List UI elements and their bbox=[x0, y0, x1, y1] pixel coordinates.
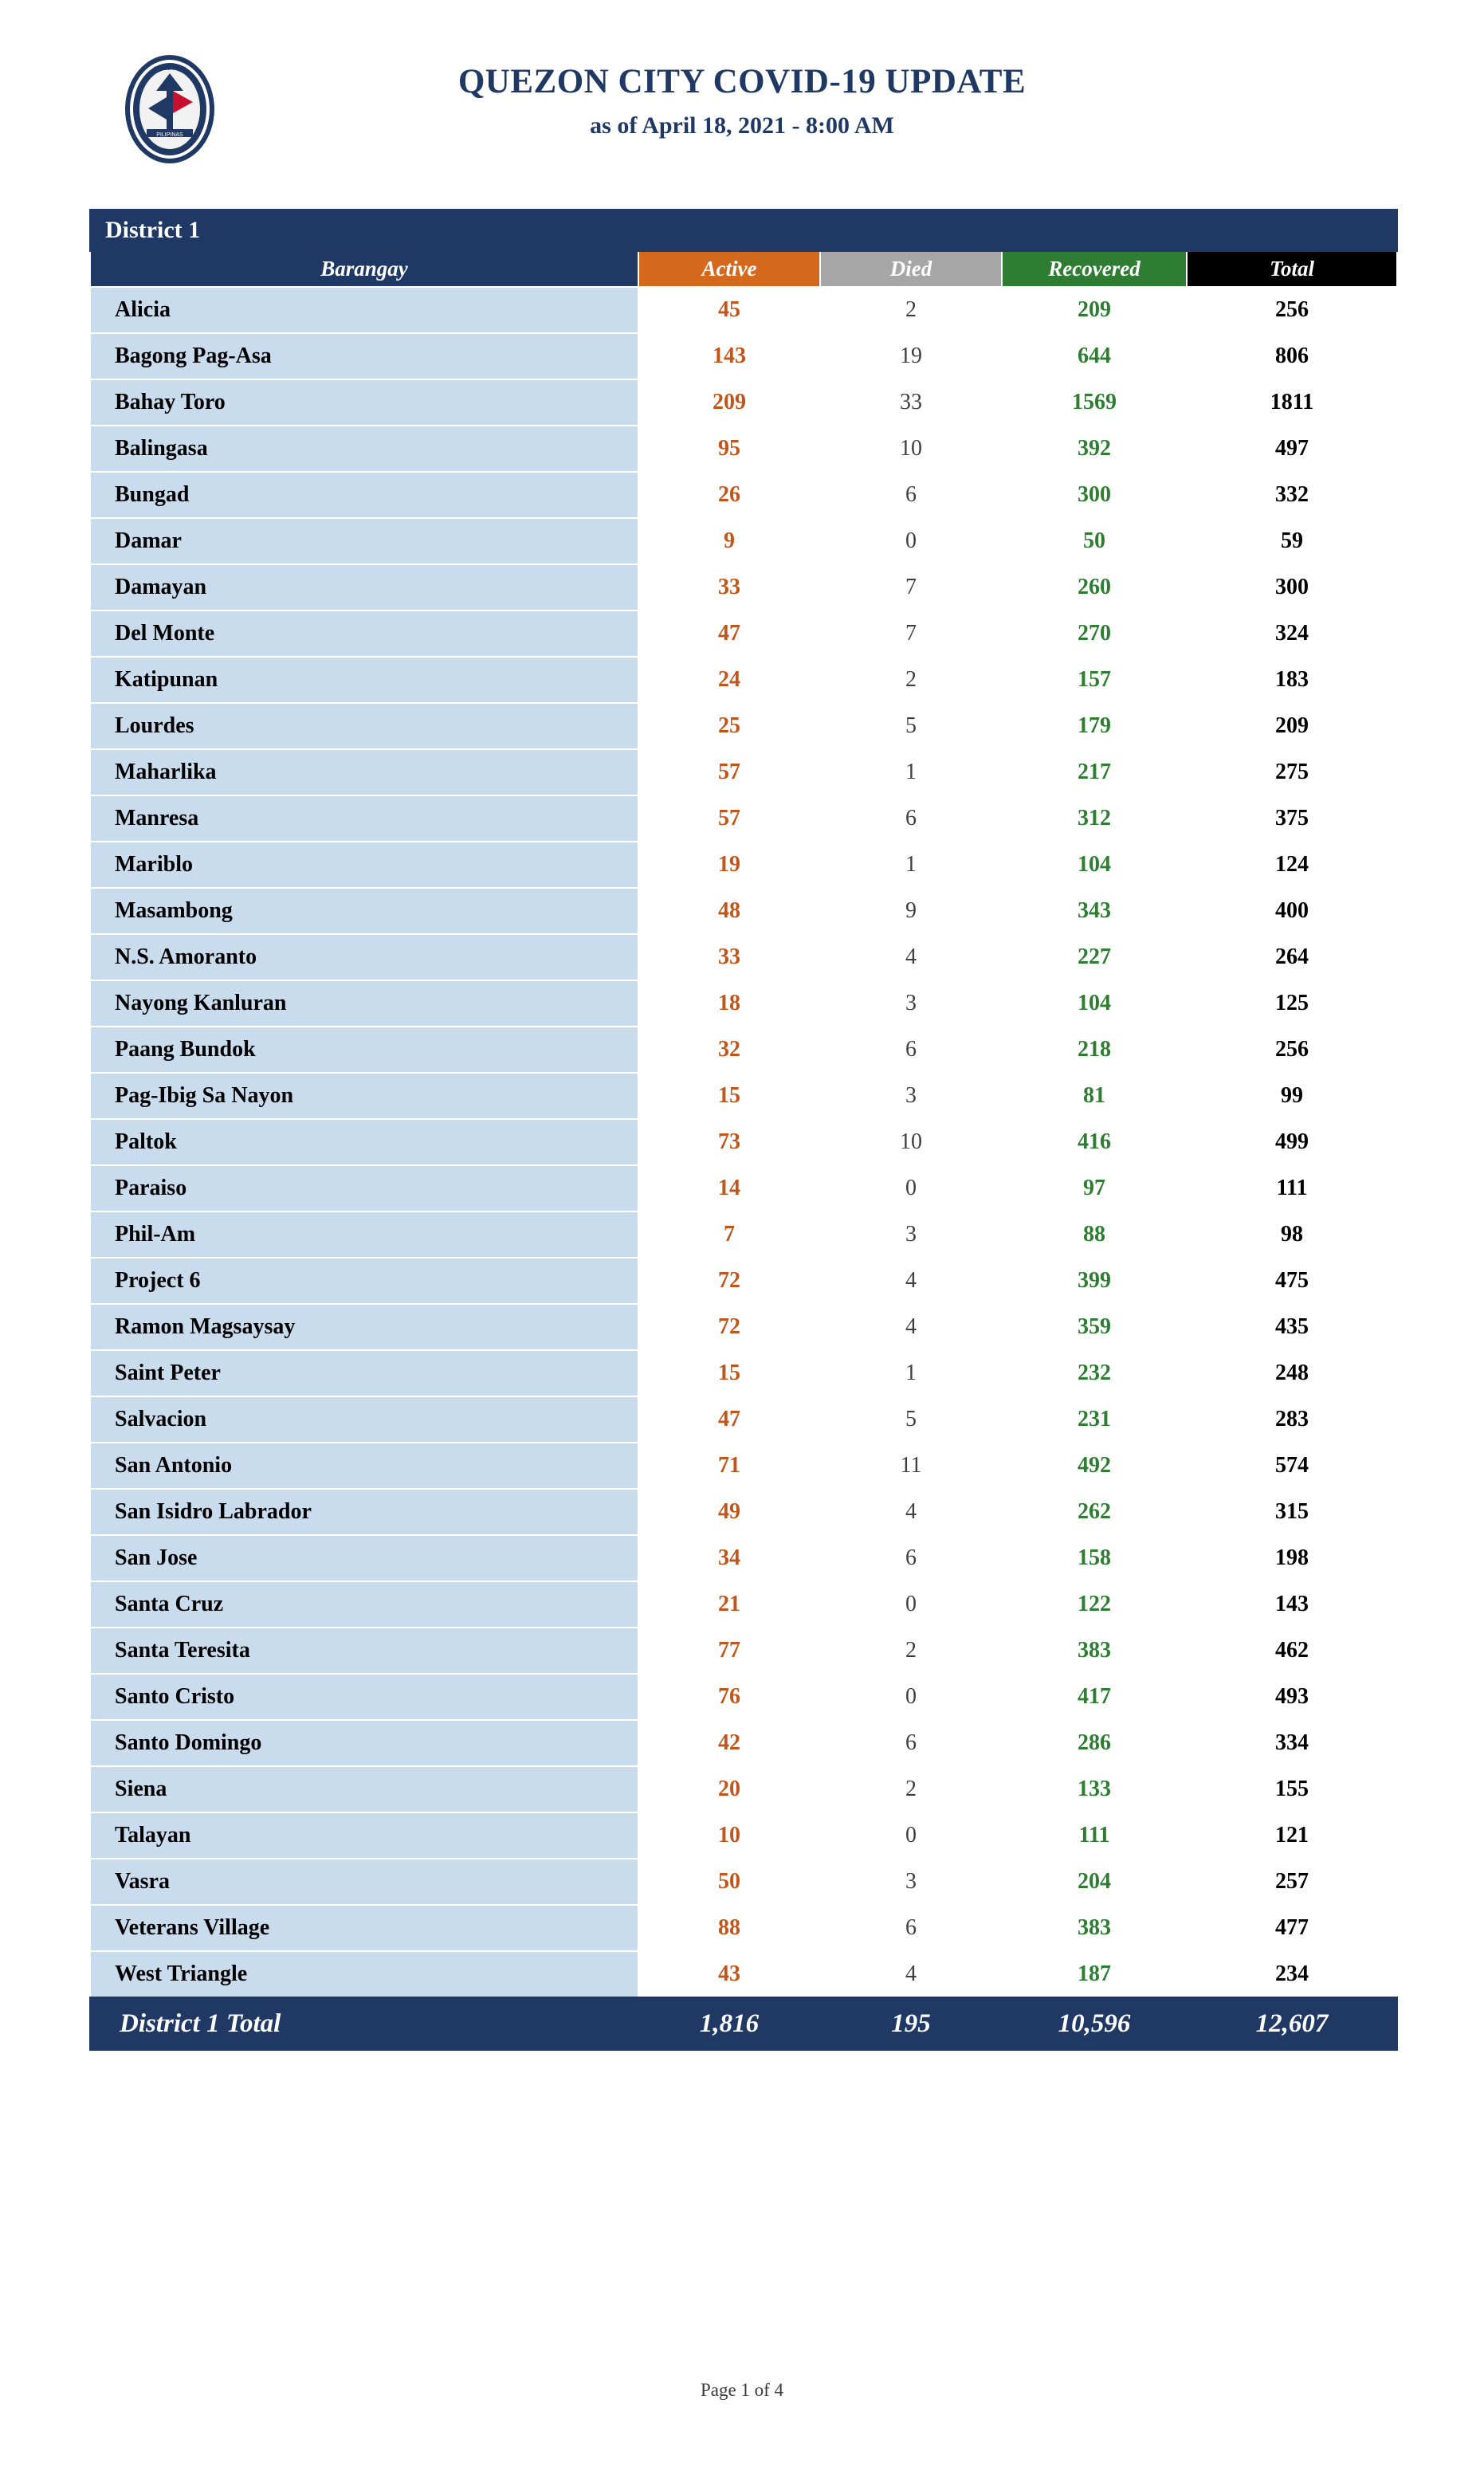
cell-total: 99 bbox=[1187, 1073, 1397, 1119]
cell-died: 9 bbox=[820, 888, 1002, 934]
cell-barangay: Talayan bbox=[90, 1812, 638, 1859]
cell-died: 6 bbox=[820, 1535, 1002, 1581]
cell-barangay: Maharlika bbox=[90, 749, 638, 795]
column-header-total: Total bbox=[1187, 251, 1397, 287]
table-row bbox=[90, 333, 1397, 379]
cell-died: 6 bbox=[820, 1720, 1002, 1766]
cell-total: 400 bbox=[1187, 888, 1397, 934]
cell-total: 256 bbox=[1187, 287, 1397, 333]
cell-recovered: 260 bbox=[1002, 564, 1187, 611]
cell-died: 3 bbox=[820, 1859, 1002, 1905]
cell-total: 435 bbox=[1187, 1304, 1397, 1350]
cell-active: 43 bbox=[638, 1951, 820, 1997]
cell-barangay: Bagong Pag-Asa bbox=[90, 333, 638, 379]
cell-active: 49 bbox=[638, 1489, 820, 1535]
cell-died: 0 bbox=[820, 1674, 1002, 1720]
cell-barangay: Ramon Magsaysay bbox=[90, 1304, 638, 1350]
cell-total: 324 bbox=[1187, 611, 1397, 657]
district-total-died: 195 bbox=[820, 1997, 1002, 2050]
cell-active: 42 bbox=[638, 1720, 820, 1766]
column-header-recovered: Recovered bbox=[1002, 251, 1187, 287]
title-block bbox=[0, 62, 1484, 139]
cell-active: 32 bbox=[638, 1027, 820, 1073]
cell-recovered: 217 bbox=[1002, 749, 1187, 795]
cell-total: 497 bbox=[1187, 426, 1397, 472]
cell-died: 0 bbox=[820, 518, 1002, 564]
cell-total: 315 bbox=[1187, 1489, 1397, 1535]
page-number: Page 1 of 4 bbox=[700, 2380, 784, 2400]
cell-barangay: San Isidro Labrador bbox=[90, 1489, 638, 1535]
cell-died: 6 bbox=[820, 795, 1002, 842]
cell-died: 4 bbox=[820, 1489, 1002, 1535]
cell-barangay: Saint Peter bbox=[90, 1350, 638, 1396]
cell-barangay: Alicia bbox=[90, 287, 638, 333]
table-row bbox=[90, 426, 1397, 472]
cell-active: 57 bbox=[638, 795, 820, 842]
cell-died: 33 bbox=[820, 379, 1002, 426]
cell-total: 248 bbox=[1187, 1350, 1397, 1396]
cell-active: 10 bbox=[638, 1812, 820, 1859]
cell-active: 19 bbox=[638, 842, 820, 888]
cell-active: 25 bbox=[638, 703, 820, 749]
district-total-total: 12,607 bbox=[1187, 1997, 1397, 2050]
table-row bbox=[90, 749, 1397, 795]
cell-active: 45 bbox=[638, 287, 820, 333]
table-row bbox=[90, 472, 1397, 518]
cell-barangay: Phil-Am bbox=[90, 1211, 638, 1258]
cell-recovered: 492 bbox=[1002, 1443, 1187, 1489]
column-header-active: Active bbox=[638, 251, 820, 287]
cell-active: 73 bbox=[638, 1119, 820, 1165]
district-total-label: District 1 Total bbox=[90, 1997, 638, 2050]
cell-died: 2 bbox=[820, 1766, 1002, 1812]
cell-barangay: Manresa bbox=[90, 795, 638, 842]
table-row bbox=[90, 1258, 1397, 1304]
cell-died: 11 bbox=[820, 1443, 1002, 1489]
cell-barangay: Paraiso bbox=[90, 1165, 638, 1211]
cell-total: 121 bbox=[1187, 1812, 1397, 1859]
cell-total: 477 bbox=[1187, 1905, 1397, 1951]
cell-died: 0 bbox=[820, 1581, 1002, 1628]
district-total-row bbox=[90, 1997, 1397, 2050]
cell-barangay: Vasra bbox=[90, 1859, 638, 1905]
table-row bbox=[90, 1674, 1397, 1720]
cell-recovered: 157 bbox=[1002, 657, 1187, 703]
cell-recovered: 50 bbox=[1002, 518, 1187, 564]
cell-active: 72 bbox=[638, 1304, 820, 1350]
cell-recovered: 158 bbox=[1002, 1535, 1187, 1581]
table-row bbox=[90, 1581, 1397, 1628]
cell-barangay: Salvacion bbox=[90, 1396, 638, 1443]
cell-recovered: 359 bbox=[1002, 1304, 1187, 1350]
cell-active: 20 bbox=[638, 1766, 820, 1812]
cell-total: 499 bbox=[1187, 1119, 1397, 1165]
cell-recovered: 417 bbox=[1002, 1674, 1187, 1720]
cell-barangay: Santo Domingo bbox=[90, 1720, 638, 1766]
cell-total: 155 bbox=[1187, 1766, 1397, 1812]
table-row bbox=[90, 1443, 1397, 1489]
table-row bbox=[90, 518, 1397, 564]
cell-recovered: 232 bbox=[1002, 1350, 1187, 1396]
cell-barangay: Paang Bundok bbox=[90, 1027, 638, 1073]
district-1-table-container bbox=[89, 209, 1396, 2051]
table-row bbox=[90, 1211, 1397, 1258]
table-row bbox=[90, 1535, 1397, 1581]
cell-active: 47 bbox=[638, 1396, 820, 1443]
cell-recovered: 262 bbox=[1002, 1489, 1187, 1535]
cell-active: 57 bbox=[638, 749, 820, 795]
cell-active: 26 bbox=[638, 472, 820, 518]
cell-died: 10 bbox=[820, 1119, 1002, 1165]
table-body bbox=[90, 287, 1397, 1997]
cell-recovered: 383 bbox=[1002, 1628, 1187, 1674]
cell-total: 257 bbox=[1187, 1859, 1397, 1905]
table-row bbox=[90, 1812, 1397, 1859]
table-row bbox=[90, 1720, 1397, 1766]
table-row bbox=[90, 1165, 1397, 1211]
cell-active: 21 bbox=[638, 1581, 820, 1628]
cell-died: 4 bbox=[820, 1951, 1002, 1997]
cell-active: 15 bbox=[638, 1073, 820, 1119]
district-total-active: 1,816 bbox=[638, 1997, 820, 2050]
cell-barangay: Bahay Toro bbox=[90, 379, 638, 426]
table-row bbox=[90, 888, 1397, 934]
cell-died: 7 bbox=[820, 611, 1002, 657]
cell-died: 19 bbox=[820, 333, 1002, 379]
cell-total: 209 bbox=[1187, 703, 1397, 749]
district-total-recovered: 10,596 bbox=[1002, 1997, 1187, 2050]
cell-died: 2 bbox=[820, 657, 1002, 703]
cell-barangay: Damayan bbox=[90, 564, 638, 611]
cell-barangay: Balingasa bbox=[90, 426, 638, 472]
cell-barangay: Katipunan bbox=[90, 657, 638, 703]
cell-recovered: 104 bbox=[1002, 842, 1187, 888]
table-row bbox=[90, 1628, 1397, 1674]
cell-recovered: 343 bbox=[1002, 888, 1187, 934]
cell-active: 143 bbox=[638, 333, 820, 379]
cell-died: 6 bbox=[820, 472, 1002, 518]
cell-recovered: 104 bbox=[1002, 980, 1187, 1027]
cell-recovered: 81 bbox=[1002, 1073, 1187, 1119]
cell-barangay: Siena bbox=[90, 1766, 638, 1812]
cell-barangay: Bungad bbox=[90, 472, 638, 518]
table-row bbox=[90, 287, 1397, 333]
table-row bbox=[90, 703, 1397, 749]
cell-died: 3 bbox=[820, 980, 1002, 1027]
document-header bbox=[0, 0, 1484, 191]
cell-barangay: Nayong Kanluran bbox=[90, 980, 638, 1027]
cell-died: 4 bbox=[820, 1258, 1002, 1304]
cell-died: 5 bbox=[820, 1396, 1002, 1443]
cell-recovered: 231 bbox=[1002, 1396, 1187, 1443]
cell-recovered: 204 bbox=[1002, 1859, 1187, 1905]
cell-active: 209 bbox=[638, 379, 820, 426]
cell-active: 33 bbox=[638, 934, 820, 980]
cell-barangay: Mariblo bbox=[90, 842, 638, 888]
table-row bbox=[90, 1905, 1397, 1951]
table-row bbox=[90, 564, 1397, 611]
cell-total: 300 bbox=[1187, 564, 1397, 611]
cell-barangay: Veterans Village bbox=[90, 1905, 638, 1951]
cell-active: 24 bbox=[638, 657, 820, 703]
cell-barangay: Masambong bbox=[90, 888, 638, 934]
cell-recovered: 392 bbox=[1002, 426, 1187, 472]
cell-recovered: 187 bbox=[1002, 1951, 1187, 1997]
cell-total: 125 bbox=[1187, 980, 1397, 1027]
cell-died: 4 bbox=[820, 934, 1002, 980]
cell-total: 332 bbox=[1187, 472, 1397, 518]
cell-recovered: 312 bbox=[1002, 795, 1187, 842]
table-row bbox=[90, 1396, 1397, 1443]
cell-total: 283 bbox=[1187, 1396, 1397, 1443]
column-header-died: Died bbox=[820, 251, 1002, 287]
table-row bbox=[90, 795, 1397, 842]
cell-barangay: Damar bbox=[90, 518, 638, 564]
cell-recovered: 227 bbox=[1002, 934, 1187, 980]
cell-died: 4 bbox=[820, 1304, 1002, 1350]
table-row bbox=[90, 1027, 1397, 1073]
cell-recovered: 97 bbox=[1002, 1165, 1187, 1211]
cell-recovered: 111 bbox=[1002, 1812, 1187, 1859]
district-label: District 1 bbox=[90, 210, 1397, 251]
cell-barangay: Santo Cristo bbox=[90, 1674, 638, 1720]
table-row bbox=[90, 1073, 1397, 1119]
cell-recovered: 270 bbox=[1002, 611, 1187, 657]
cell-active: 48 bbox=[638, 888, 820, 934]
cell-active: 18 bbox=[638, 980, 820, 1027]
cell-recovered: 1569 bbox=[1002, 379, 1187, 426]
table-row bbox=[90, 1951, 1397, 1997]
table-row bbox=[90, 934, 1397, 980]
cell-active: 72 bbox=[638, 1258, 820, 1304]
cell-active: 33 bbox=[638, 564, 820, 611]
cell-active: 47 bbox=[638, 611, 820, 657]
cell-died: 0 bbox=[820, 1812, 1002, 1859]
table-row bbox=[90, 842, 1397, 888]
cell-active: 14 bbox=[638, 1165, 820, 1211]
cell-died: 1 bbox=[820, 749, 1002, 795]
cell-total: 183 bbox=[1187, 657, 1397, 703]
table-row bbox=[90, 379, 1397, 426]
cell-total: 806 bbox=[1187, 333, 1397, 379]
cell-total: 234 bbox=[1187, 1951, 1397, 1997]
cell-active: 95 bbox=[638, 426, 820, 472]
cell-died: 6 bbox=[820, 1905, 1002, 1951]
cell-active: 15 bbox=[638, 1350, 820, 1396]
cell-recovered: 122 bbox=[1002, 1581, 1187, 1628]
table-row bbox=[90, 611, 1397, 657]
cell-total: 493 bbox=[1187, 1674, 1397, 1720]
column-header-row bbox=[90, 251, 1397, 287]
cell-recovered: 644 bbox=[1002, 333, 1187, 379]
cell-died: 6 bbox=[820, 1027, 1002, 1073]
cell-active: 77 bbox=[638, 1628, 820, 1674]
page-subtitle: as of April 18, 2021 - 8:00 AM bbox=[590, 112, 894, 139]
cell-active: 76 bbox=[638, 1674, 820, 1720]
cell-total: 475 bbox=[1187, 1258, 1397, 1304]
cell-total: 375 bbox=[1187, 795, 1397, 842]
cell-total: 264 bbox=[1187, 934, 1397, 980]
cell-recovered: 88 bbox=[1002, 1211, 1187, 1258]
svg-text:QUEZON CITY: QUEZON CITY bbox=[153, 67, 186, 72]
cell-total: 98 bbox=[1187, 1211, 1397, 1258]
cell-recovered: 218 bbox=[1002, 1027, 1187, 1073]
svg-text:PILIPINAS: PILIPINAS bbox=[156, 132, 183, 138]
table-row bbox=[90, 980, 1397, 1027]
cell-recovered: 399 bbox=[1002, 1258, 1187, 1304]
cell-recovered: 286 bbox=[1002, 1720, 1187, 1766]
table-row bbox=[90, 1489, 1397, 1535]
table-row bbox=[90, 1766, 1397, 1812]
column-header-barangay: Barangay bbox=[90, 251, 638, 287]
cell-recovered: 133 bbox=[1002, 1766, 1187, 1812]
table-row bbox=[90, 1304, 1397, 1350]
cell-active: 7 bbox=[638, 1211, 820, 1258]
cell-barangay: Santa Cruz bbox=[90, 1581, 638, 1628]
cell-active: 9 bbox=[638, 518, 820, 564]
cell-recovered: 383 bbox=[1002, 1905, 1187, 1951]
district-1-table bbox=[89, 209, 1398, 2051]
cell-total: 1811 bbox=[1187, 379, 1397, 426]
cell-active: 50 bbox=[638, 1859, 820, 1905]
cell-total: 111 bbox=[1187, 1165, 1397, 1211]
cell-died: 1 bbox=[820, 1350, 1002, 1396]
cell-barangay: Paltok bbox=[90, 1119, 638, 1165]
cell-barangay: San Jose bbox=[90, 1535, 638, 1581]
table-row bbox=[90, 1859, 1397, 1905]
cell-active: 88 bbox=[638, 1905, 820, 1951]
cell-died: 1 bbox=[820, 842, 1002, 888]
cell-died: 5 bbox=[820, 703, 1002, 749]
cell-died: 3 bbox=[820, 1211, 1002, 1258]
cell-active: 34 bbox=[638, 1535, 820, 1581]
cell-recovered: 416 bbox=[1002, 1119, 1187, 1165]
cell-total: 334 bbox=[1187, 1720, 1397, 1766]
table-row bbox=[90, 1119, 1397, 1165]
table-row bbox=[90, 1350, 1397, 1396]
district-header-row bbox=[90, 210, 1397, 251]
cell-barangay: Lourdes bbox=[90, 703, 638, 749]
cell-total: 275 bbox=[1187, 749, 1397, 795]
cell-total: 124 bbox=[1187, 842, 1397, 888]
cell-active: 71 bbox=[638, 1443, 820, 1489]
cell-barangay: Project 6 bbox=[90, 1258, 638, 1304]
cell-barangay: Pag-Ibig Sa Nayon bbox=[90, 1073, 638, 1119]
cell-died: 2 bbox=[820, 1628, 1002, 1674]
cell-died: 7 bbox=[820, 564, 1002, 611]
cell-recovered: 300 bbox=[1002, 472, 1187, 518]
page-title: QUEZON CITY COVID-19 UPDATE bbox=[457, 63, 1027, 100]
cell-recovered: 179 bbox=[1002, 703, 1187, 749]
cell-barangay: N.S. Amoranto bbox=[90, 934, 638, 980]
cell-total: 462 bbox=[1187, 1628, 1397, 1674]
cell-barangay: Santa Teresita bbox=[90, 1628, 638, 1674]
cell-total: 256 bbox=[1187, 1027, 1397, 1073]
cell-total: 198 bbox=[1187, 1535, 1397, 1581]
cell-died: 0 bbox=[820, 1165, 1002, 1211]
cell-died: 3 bbox=[820, 1073, 1002, 1119]
cell-recovered: 209 bbox=[1002, 287, 1187, 333]
cell-total: 574 bbox=[1187, 1443, 1397, 1489]
cell-died: 2 bbox=[820, 287, 1002, 333]
cell-barangay: West Triangle bbox=[90, 1951, 638, 1997]
cell-total: 143 bbox=[1187, 1581, 1397, 1628]
table-row bbox=[90, 657, 1397, 703]
cell-barangay: Del Monte bbox=[90, 611, 638, 657]
cell-barangay: San Antonio bbox=[90, 1443, 638, 1489]
cell-total: 59 bbox=[1187, 518, 1397, 564]
cell-died: 10 bbox=[820, 426, 1002, 472]
